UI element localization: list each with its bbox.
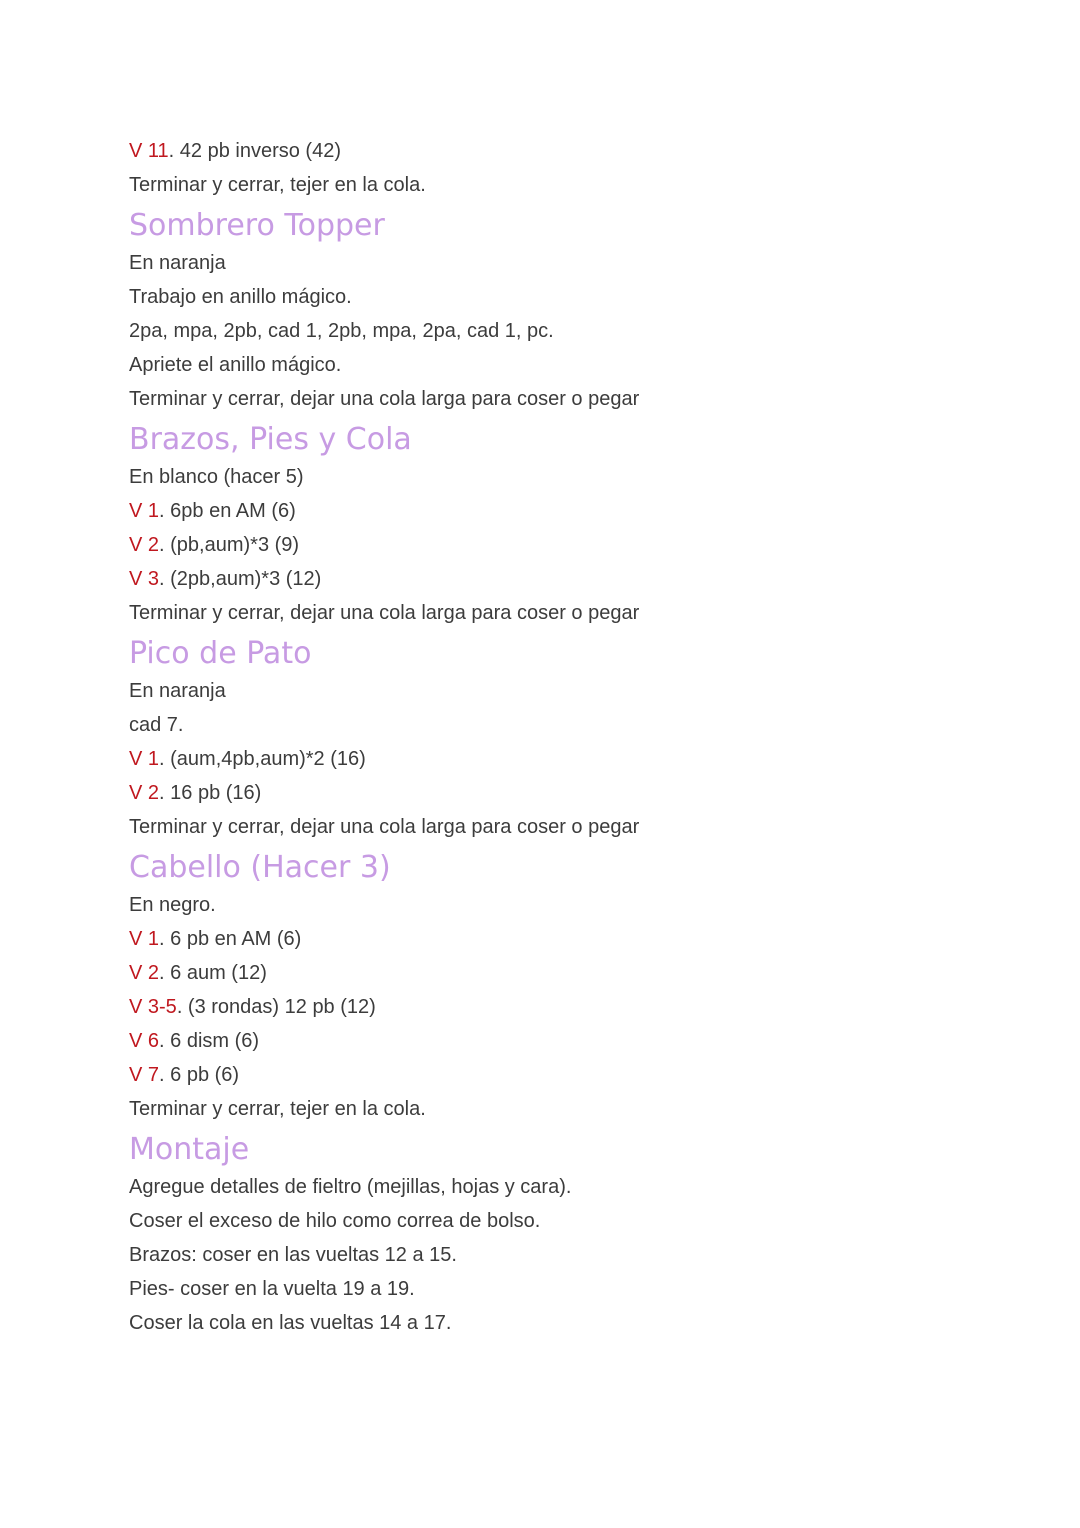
instruction-line (129, 280, 1009, 314)
instruction-line (129, 888, 1009, 922)
round-instruction (129, 562, 1009, 596)
instruction-text: En blanco (hacer 5) (129, 466, 304, 488)
instruction-text: En naranja (129, 680, 226, 702)
instruction-text: . (3 rondas) 12 pb (12) (176, 996, 376, 1018)
instruction-line (129, 168, 1009, 202)
round-label: V 6 (129, 1030, 160, 1052)
instruction-text: Coser el exceso de hilo como correa de bolso. (129, 1210, 541, 1232)
section-heading: Brazos, Pies y Cola (129, 422, 412, 457)
instruction-text: . 6 pb (6) (159, 1064, 240, 1086)
instruction-text: Pies- coser en la vuelta 19 a 19. (129, 1278, 415, 1300)
instruction-text: . (2pb,aum)*3 (12) (159, 568, 322, 590)
round-label: V 1 (129, 500, 160, 522)
instruction-text: Coser la cola en las vueltas 14 a 17. (129, 1312, 452, 1334)
round-instruction (129, 742, 1009, 776)
instruction-line (129, 314, 1009, 348)
instruction-text: En negro. (129, 894, 216, 916)
instruction-text: Apriete el anillo mágico. (129, 354, 342, 376)
instruction-line (129, 708, 1009, 742)
instruction-text: . 16 pb (16) (159, 782, 262, 804)
instruction-line (129, 1238, 1009, 1272)
round-instruction (129, 956, 1009, 990)
instruction-line (129, 596, 1009, 630)
round-instruction (129, 528, 1009, 562)
instruction-text: Terminar y cerrar, dejar una cola larga para coser o pegar (129, 388, 640, 410)
instruction-line (129, 460, 1009, 494)
instruction-text: En naranja (129, 252, 226, 274)
instruction-line (129, 1204, 1009, 1238)
instruction-text: . 6pb en AM (6) (159, 500, 296, 522)
instruction-text: Trabajo en anillo mágico. (129, 286, 352, 308)
instruction-text: . 42 pb inverso (42) (168, 140, 341, 162)
round-instruction (129, 1058, 1009, 1092)
round-label: V 2 (129, 534, 160, 556)
instruction-text: Brazos: coser en las vueltas 12 a 15. (129, 1244, 457, 1266)
instruction-text: Terminar y cerrar, tejer en la cola. (129, 174, 426, 196)
instruction-text: . 6 dism (6) (159, 1030, 260, 1052)
instruction-line (129, 382, 1009, 416)
round-label: V 11 (129, 140, 169, 162)
round-instruction (129, 134, 1009, 168)
section-heading: Cabello (Hacer 3) (129, 850, 391, 885)
round-instruction (129, 776, 1009, 810)
round-label: V 3 (129, 568, 160, 590)
instruction-text: . 6 pb en AM (6) (159, 928, 302, 950)
document-page (129, 134, 1009, 1340)
round-label: V 3-5 (129, 996, 177, 1018)
round-instruction (129, 990, 1009, 1024)
instruction-line (129, 810, 1009, 844)
round-instruction (129, 1024, 1009, 1058)
section-heading: Montaje (129, 1132, 250, 1167)
instruction-text: . (aum,4pb,aum)*2 (16) (159, 748, 366, 770)
section-heading: Pico de Pato (129, 636, 312, 671)
instruction-text: Terminar y cerrar, dejar una cola larga para coser o pegar (129, 602, 640, 624)
instruction-text: cad 7. (129, 714, 184, 736)
instruction-text: 2pa, mpa, 2pb, cad 1, 2pb, mpa, 2pa, cad 1, pc. (129, 320, 554, 342)
instruction-line (129, 1170, 1009, 1204)
round-label: V 2 (129, 962, 160, 984)
instruction-line (129, 1306, 1009, 1340)
round-label: V 1 (129, 748, 160, 770)
round-label: V 1 (129, 928, 160, 950)
instruction-text: . 6 aum (12) (159, 962, 267, 984)
instruction-line (129, 674, 1009, 708)
round-label: V 7 (129, 1064, 160, 1086)
instruction-line (129, 246, 1009, 280)
instruction-line (129, 348, 1009, 382)
round-instruction (129, 922, 1009, 956)
instruction-line (129, 1272, 1009, 1306)
instruction-text: Terminar y cerrar, dejar una cola larga para coser o pegar (129, 816, 640, 838)
instruction-line (129, 1092, 1009, 1126)
instruction-text: . (pb,aum)*3 (9) (159, 534, 300, 556)
section-heading: Sombrero Topper (129, 208, 385, 243)
round-instruction (129, 494, 1009, 528)
round-label: V 2 (129, 782, 160, 804)
instruction-text: Terminar y cerrar, tejer en la cola. (129, 1098, 426, 1120)
instruction-text: Agregue detalles de fieltro (mejillas, hojas y cara). (129, 1176, 572, 1198)
